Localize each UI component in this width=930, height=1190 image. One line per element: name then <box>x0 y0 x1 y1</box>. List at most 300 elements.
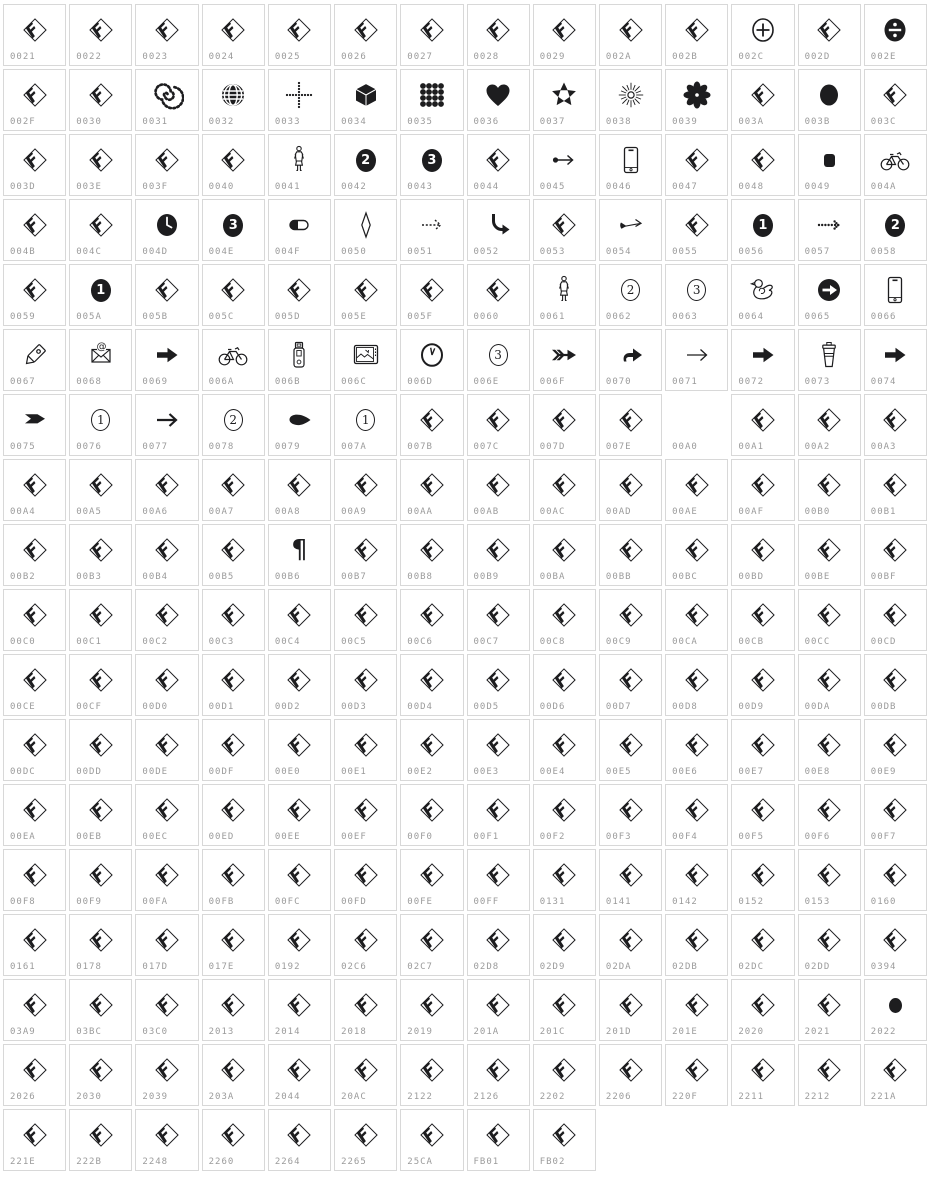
glyph-cell[interactable] <box>268 719 331 781</box>
glyph-cell[interactable] <box>202 719 265 781</box>
pennant-icon <box>4 397 65 443</box>
glyph-code-label: 0055 <box>672 247 698 257</box>
glyph-cell[interactable] <box>400 69 463 131</box>
glyph-cell[interactable] <box>3 1109 66 1171</box>
svg-text:F: F <box>683 929 706 953</box>
glyph-cell[interactable] <box>3 849 66 911</box>
glyph-cell[interactable] <box>334 69 397 131</box>
glyph-cell[interactable] <box>135 394 198 456</box>
glyph-cell[interactable] <box>599 719 662 781</box>
glyph-cell[interactable] <box>599 199 662 261</box>
glyph-cell[interactable] <box>135 654 198 716</box>
glyph-grid <box>3 4 927 1171</box>
glyph-cell[interactable] <box>665 979 728 1041</box>
svg-text:F: F <box>352 734 375 758</box>
glyph-cell[interactable] <box>798 589 861 651</box>
glyph-cell[interactable] <box>400 849 463 911</box>
glyph-cell[interactable] <box>599 459 662 521</box>
circled-1-outline-icon: 1 <box>335 397 396 443</box>
glyph-cell[interactable] <box>467 459 530 521</box>
glyph-cell[interactable] <box>135 4 198 66</box>
glyph-cell[interactable] <box>268 1044 331 1106</box>
glyph-code-label: 0031 <box>142 117 169 127</box>
glyph-cell[interactable] <box>202 589 265 651</box>
glyph-cell[interactable] <box>864 264 927 326</box>
glyph-cell[interactable] <box>69 264 132 326</box>
glyph-code-label: 0060 <box>473 312 500 322</box>
circled-arrow-icon <box>799 267 860 313</box>
svg-text:F: F <box>286 604 309 628</box>
svg-text:F: F <box>352 1059 375 1083</box>
glyph-cell[interactable] <box>864 394 927 456</box>
glyph-cell[interactable] <box>533 4 596 66</box>
glyph-cell[interactable] <box>731 329 794 391</box>
glyph-code-label: 201A <box>473 1027 500 1037</box>
glyph-cell[interactable] <box>400 1044 463 1106</box>
glyph-cell[interactable] <box>731 69 794 131</box>
glyph-cell[interactable] <box>69 459 132 521</box>
glyph-cell[interactable] <box>731 849 794 911</box>
tv-picture-icon <box>335 332 396 378</box>
glyph-cell[interactable] <box>798 329 861 391</box>
glyph-cell[interactable] <box>731 1044 794 1106</box>
glyph-cell[interactable] <box>665 394 728 456</box>
glyph-cell[interactable] <box>467 69 530 131</box>
glyph-cell[interactable] <box>202 914 265 976</box>
glyph-cell[interactable] <box>731 524 794 586</box>
glyph-cell[interactable] <box>599 264 662 326</box>
glyph-cell[interactable] <box>3 784 66 846</box>
glyph-cell[interactable] <box>268 459 331 521</box>
glyph-cell[interactable] <box>3 1044 66 1106</box>
glyph-cell[interactable] <box>864 199 927 261</box>
glyph-cell[interactable] <box>400 784 463 846</box>
glyph-cell[interactable] <box>69 654 132 716</box>
svg-text:F: F <box>153 669 177 693</box>
glyph-code-label: 007D <box>539 442 566 452</box>
glyph-cell[interactable] <box>3 524 66 586</box>
glyph-cell[interactable] <box>467 654 530 716</box>
glyph-cell[interactable] <box>599 849 662 911</box>
glyph-cell[interactable] <box>69 849 132 911</box>
glyph-cell[interactable] <box>135 69 198 131</box>
glyph-cell[interactable] <box>864 979 927 1041</box>
glyph-cell[interactable] <box>599 589 662 651</box>
glyph-cell[interactable] <box>864 4 927 66</box>
glyph-cell[interactable] <box>533 784 596 846</box>
glyph-cell[interactable] <box>400 654 463 716</box>
glyph-cell[interactable] <box>467 784 530 846</box>
glyph-cell[interactable] <box>533 394 596 456</box>
glyph-code-label: 005E <box>341 312 367 322</box>
glyph-cell[interactable] <box>334 849 397 911</box>
glyph-cell[interactable] <box>202 4 265 66</box>
glyph-cell[interactable] <box>467 1109 530 1171</box>
glyph-cell[interactable] <box>135 589 198 651</box>
glyph-cell[interactable] <box>599 979 662 1041</box>
glyph-cell[interactable] <box>533 914 596 976</box>
glyph-cell[interactable] <box>69 4 132 66</box>
glyph-cell[interactable] <box>202 329 265 391</box>
glyph-cell[interactable] <box>467 264 530 326</box>
bold-arrow-icon <box>136 332 197 378</box>
glyph-cell[interactable] <box>731 589 794 651</box>
glyph-cell[interactable] <box>400 459 463 521</box>
glyph-code-label: 0064 <box>738 312 765 322</box>
glyph-cell[interactable] <box>334 784 397 846</box>
glyph-cell[interactable] <box>334 654 397 716</box>
glyph-cell[interactable] <box>467 589 530 651</box>
glyph-cell[interactable] <box>69 394 132 456</box>
glyph-cell[interactable] <box>533 264 596 326</box>
glyph-cell[interactable] <box>599 784 662 846</box>
glyph-cell[interactable] <box>400 719 463 781</box>
glyph-cell[interactable] <box>798 849 861 911</box>
glyph-cell[interactable] <box>334 1044 397 1106</box>
glyph-cell[interactable] <box>400 524 463 586</box>
notdef-logo-icon <box>335 267 396 313</box>
glyph-cell[interactable] <box>3 589 66 651</box>
glyph-cell[interactable] <box>135 199 198 261</box>
glyph-cell[interactable] <box>268 264 331 326</box>
glyph-cell[interactable] <box>69 69 132 131</box>
glyph-cell[interactable] <box>202 1044 265 1106</box>
glyph-cell[interactable] <box>334 914 397 976</box>
glyph-cell[interactable] <box>400 589 463 651</box>
glyph-cell[interactable] <box>135 264 198 326</box>
glyph-cell[interactable] <box>69 979 132 1041</box>
glyph-cell[interactable] <box>202 264 265 326</box>
glyph-cell[interactable] <box>467 719 530 781</box>
glyph-cell[interactable] <box>3 914 66 976</box>
glyph-cell[interactable] <box>268 4 331 66</box>
glyph-cell[interactable] <box>202 69 265 131</box>
glyph-cell[interactable] <box>135 1044 198 1106</box>
glyph-cell[interactable] <box>599 4 662 66</box>
glyph-cell[interactable] <box>467 849 530 911</box>
glyph-cell[interactable] <box>69 199 132 261</box>
glyph-code-label: 00AD <box>605 507 632 517</box>
glyph-cell[interactable] <box>731 914 794 976</box>
glyph-cell[interactable] <box>665 524 728 586</box>
glyph-cell[interactable] <box>798 719 861 781</box>
glyph-cell[interactable] <box>798 264 861 326</box>
svg-text:F: F <box>617 929 640 953</box>
glyph-cell[interactable] <box>135 329 198 391</box>
glyph-cell[interactable] <box>3 264 66 326</box>
glyph-cell[interactable] <box>334 4 397 66</box>
usb-drive-icon <box>269 332 330 378</box>
glyph-cell[interactable] <box>202 784 265 846</box>
glyph-cell[interactable] <box>864 1044 927 1106</box>
glyph-cell[interactable] <box>798 784 861 846</box>
glyph-cell[interactable] <box>334 394 397 456</box>
glyph-cell[interactable] <box>467 199 530 261</box>
glyph-cell[interactable] <box>599 69 662 131</box>
glyph-cell[interactable] <box>69 524 132 586</box>
glyph-cell[interactable] <box>135 134 198 196</box>
glyph-cell[interactable] <box>202 849 265 911</box>
glyph-code-label: 006F <box>539 377 566 387</box>
glyph-cell[interactable] <box>533 979 596 1041</box>
notdef-logo-icon <box>269 267 330 313</box>
glyph-cell[interactable] <box>731 719 794 781</box>
glyph-cell[interactable] <box>69 329 132 391</box>
glyph-cell[interactable] <box>334 199 397 261</box>
glyph-code-label: 0152 <box>738 897 765 907</box>
glyph-cell[interactable] <box>268 849 331 911</box>
notdef-logo-icon <box>799 722 860 768</box>
glyph-cell[interactable] <box>202 394 265 456</box>
svg-text:F: F <box>21 474 44 498</box>
glyph-cell[interactable] <box>731 264 794 326</box>
glyph-cell[interactable] <box>135 784 198 846</box>
glyph-cell[interactable] <box>533 134 596 196</box>
glyph-cell[interactable] <box>599 524 662 586</box>
glyph-cell[interactable] <box>268 329 331 391</box>
glyph-code-label: 00D0 <box>142 702 169 712</box>
glyph-cell[interactable] <box>665 589 728 651</box>
glyph-cell[interactable] <box>864 719 927 781</box>
glyph-cell[interactable] <box>731 4 794 66</box>
glyph-cell[interactable] <box>467 1044 530 1106</box>
glyph-cell[interactable] <box>467 4 530 66</box>
glyph-cell[interactable] <box>599 914 662 976</box>
glyph-cell[interactable] <box>400 1109 463 1171</box>
notdef-logo-icon <box>865 657 926 703</box>
glyph-cell[interactable] <box>798 459 861 521</box>
glyph-cell[interactable] <box>798 524 861 586</box>
glyph-cell[interactable] <box>533 719 596 781</box>
glyph-cell[interactable] <box>665 134 728 196</box>
glyph-cell[interactable] <box>69 914 132 976</box>
notdef-logo-icon <box>865 917 926 963</box>
glyph-cell[interactable] <box>599 1044 662 1106</box>
glyph-cell[interactable] <box>268 134 331 196</box>
glyph-cell[interactable] <box>864 784 927 846</box>
glyph-cell[interactable] <box>400 199 463 261</box>
glyph-cell[interactable] <box>334 589 397 651</box>
glyph-cell[interactable] <box>69 1044 132 1106</box>
svg-text:F: F <box>352 1124 375 1148</box>
glyph-cell[interactable] <box>665 4 728 66</box>
glyph-cell[interactable] <box>202 134 265 196</box>
glyph-cell[interactable] <box>3 329 66 391</box>
glyph-cell[interactable] <box>334 459 397 521</box>
glyph-cell[interactable] <box>533 849 596 911</box>
glyph-cell[interactable] <box>268 69 331 131</box>
glyph-cell[interactable] <box>400 4 463 66</box>
glyph-cell[interactable] <box>864 654 927 716</box>
glyph-cell[interactable] <box>3 979 66 1041</box>
svg-text:F: F <box>683 604 706 628</box>
glyph-cell[interactable] <box>268 394 331 456</box>
glyph-cell[interactable] <box>400 329 463 391</box>
glyph-code-label: 0394 <box>870 962 897 972</box>
glyph-cell[interactable] <box>533 1109 596 1171</box>
glyph-cell[interactable] <box>268 979 331 1041</box>
glyph-cell[interactable] <box>334 329 397 391</box>
glyph-cell[interactable] <box>3 394 66 456</box>
glyph-cell[interactable] <box>864 69 927 131</box>
glyph-cell[interactable] <box>533 459 596 521</box>
glyph-cell[interactable] <box>467 329 530 391</box>
glyph-cell[interactable] <box>400 134 463 196</box>
glyph-cell[interactable] <box>3 134 66 196</box>
glyph-cell[interactable] <box>798 1044 861 1106</box>
glyph-cell[interactable] <box>3 719 66 781</box>
glyph-cell[interactable] <box>665 1044 728 1106</box>
glyph-cell[interactable] <box>334 719 397 781</box>
notdef-logo-icon <box>666 787 727 833</box>
glyph-code-label: 0059 <box>10 312 36 322</box>
glyph-code-label: 00BC <box>672 572 698 582</box>
glyph-cell[interactable] <box>268 914 331 976</box>
glyph-cell[interactable] <box>3 459 66 521</box>
glyph-cell[interactable] <box>665 329 728 391</box>
glyph-cell[interactable] <box>665 459 728 521</box>
glyph-cell[interactable] <box>533 524 596 586</box>
glyph-cell[interactable] <box>202 524 265 586</box>
glyph-cell[interactable] <box>599 654 662 716</box>
glyph-cell[interactable] <box>268 784 331 846</box>
glyph-cell[interactable] <box>135 849 198 911</box>
glyph-cell[interactable] <box>731 459 794 521</box>
glyph-cell[interactable] <box>69 589 132 651</box>
glyph-cell[interactable] <box>135 719 198 781</box>
glyph-cell[interactable] <box>665 199 728 261</box>
glyph-cell[interactable] <box>334 524 397 586</box>
glyph-cell[interactable] <box>864 589 927 651</box>
glyph-cell[interactable] <box>202 1109 265 1171</box>
glyph-cell[interactable] <box>400 394 463 456</box>
glyph-cell[interactable] <box>135 1109 198 1171</box>
glyph-cell[interactable] <box>798 979 861 1041</box>
notdef-logo-icon <box>70 787 131 833</box>
glyph-code-label: 02C6 <box>341 962 367 972</box>
glyph-cell[interactable] <box>268 654 331 716</box>
glyph-cell[interactable] <box>467 979 530 1041</box>
glyph-cell[interactable] <box>665 264 728 326</box>
glyph-cell[interactable] <box>467 394 530 456</box>
glyph-cell[interactable] <box>268 589 331 651</box>
glyph-cell[interactable] <box>69 1109 132 1171</box>
glyph-cell[interactable] <box>400 264 463 326</box>
glyph-cell[interactable] <box>864 914 927 976</box>
glyph-cell[interactable] <box>665 784 728 846</box>
glyph-cell[interactable] <box>467 524 530 586</box>
glyph-cell[interactable] <box>3 199 66 261</box>
glyph-cell[interactable] <box>400 914 463 976</box>
glyph-cell[interactable] <box>599 329 662 391</box>
glyph-cell[interactable] <box>202 199 265 261</box>
notdef-logo-icon <box>799 787 860 833</box>
svg-text:F: F <box>551 19 574 43</box>
glyph-cell[interactable] <box>665 69 728 131</box>
notdef-logo-icon <box>865 1047 926 1093</box>
spiral-dots-icon <box>136 72 197 118</box>
glyph-cell[interactable] <box>731 979 794 1041</box>
glyph-cell[interactable] <box>533 329 596 391</box>
glyph-cell[interactable] <box>533 654 596 716</box>
glyph-cell[interactable] <box>665 654 728 716</box>
glyph-cell[interactable] <box>599 394 662 456</box>
glyph-cell[interactable] <box>202 459 265 521</box>
glyph-cell[interactable] <box>533 589 596 651</box>
glyph-code-label: 02DC <box>738 962 765 972</box>
glyph-cell[interactable] <box>202 654 265 716</box>
svg-text:F: F <box>220 799 243 823</box>
glyph-cell[interactable] <box>334 1109 397 1171</box>
glyph-cell[interactable] <box>533 1044 596 1106</box>
glyph-cell[interactable] <box>135 459 198 521</box>
glyph-cell[interactable] <box>135 979 198 1041</box>
glyph-cell[interactable] <box>334 134 397 196</box>
glyph-cell[interactable] <box>69 134 132 196</box>
glyph-cell[interactable] <box>268 524 331 586</box>
glyph-cell[interactable] <box>798 4 861 66</box>
glyph-cell[interactable] <box>798 394 861 456</box>
glyph-cell[interactable] <box>69 719 132 781</box>
glyph-cell[interactable] <box>864 329 927 391</box>
glyph-cell[interactable] <box>400 979 463 1041</box>
glyph-cell[interactable] <box>135 524 198 586</box>
glyph-cell[interactable] <box>731 394 794 456</box>
glyph-cell[interactable] <box>864 459 927 521</box>
glyph-cell[interactable] <box>798 914 861 976</box>
glyph-cell[interactable] <box>864 524 927 586</box>
glyph-cell[interactable] <box>467 914 530 976</box>
glyph-cell[interactable] <box>798 654 861 716</box>
glyph-cell[interactable] <box>665 719 728 781</box>
glyph-cell[interactable] <box>202 979 265 1041</box>
glyph-cell[interactable] <box>599 134 662 196</box>
glyph-cell[interactable] <box>334 264 397 326</box>
glyph-cell[interactable] <box>864 134 927 196</box>
glyph-cell[interactable] <box>864 849 927 911</box>
glyph-cell[interactable] <box>268 1109 331 1171</box>
glyph-cell[interactable] <box>533 199 596 261</box>
glyph-cell[interactable] <box>3 69 66 131</box>
glyph-cell[interactable] <box>798 69 861 131</box>
glyph-code-label: 02D9 <box>539 962 566 972</box>
glyph-cell[interactable] <box>268 199 331 261</box>
glyph-cell[interactable] <box>69 784 132 846</box>
svg-text:F: F <box>153 149 177 173</box>
glyph-code-label: 00E2 <box>407 767 433 777</box>
glyph-cell[interactable] <box>665 914 728 976</box>
notdef-logo-icon <box>468 982 529 1028</box>
glyph-cell[interactable] <box>731 784 794 846</box>
glyph-cell[interactable] <box>135 914 198 976</box>
glyph-cell[interactable] <box>731 199 794 261</box>
notdef-logo-icon <box>203 1112 264 1158</box>
glyph-cell[interactable] <box>798 134 861 196</box>
glyph-cell[interactable] <box>3 654 66 716</box>
svg-text:F: F <box>617 734 640 758</box>
notdef-logo-icon <box>4 657 65 703</box>
svg-text:F: F <box>153 474 177 498</box>
glyph-cell[interactable] <box>533 69 596 131</box>
glyph-cell[interactable] <box>731 134 794 196</box>
svg-text:F: F <box>683 864 706 888</box>
glyph-cell[interactable] <box>3 4 66 66</box>
glyph-cell[interactable] <box>731 654 794 716</box>
glyph-cell[interactable] <box>798 199 861 261</box>
glyph-cell[interactable] <box>467 134 530 196</box>
glyph-cell[interactable] <box>334 979 397 1041</box>
glyph-cell[interactable] <box>665 849 728 911</box>
